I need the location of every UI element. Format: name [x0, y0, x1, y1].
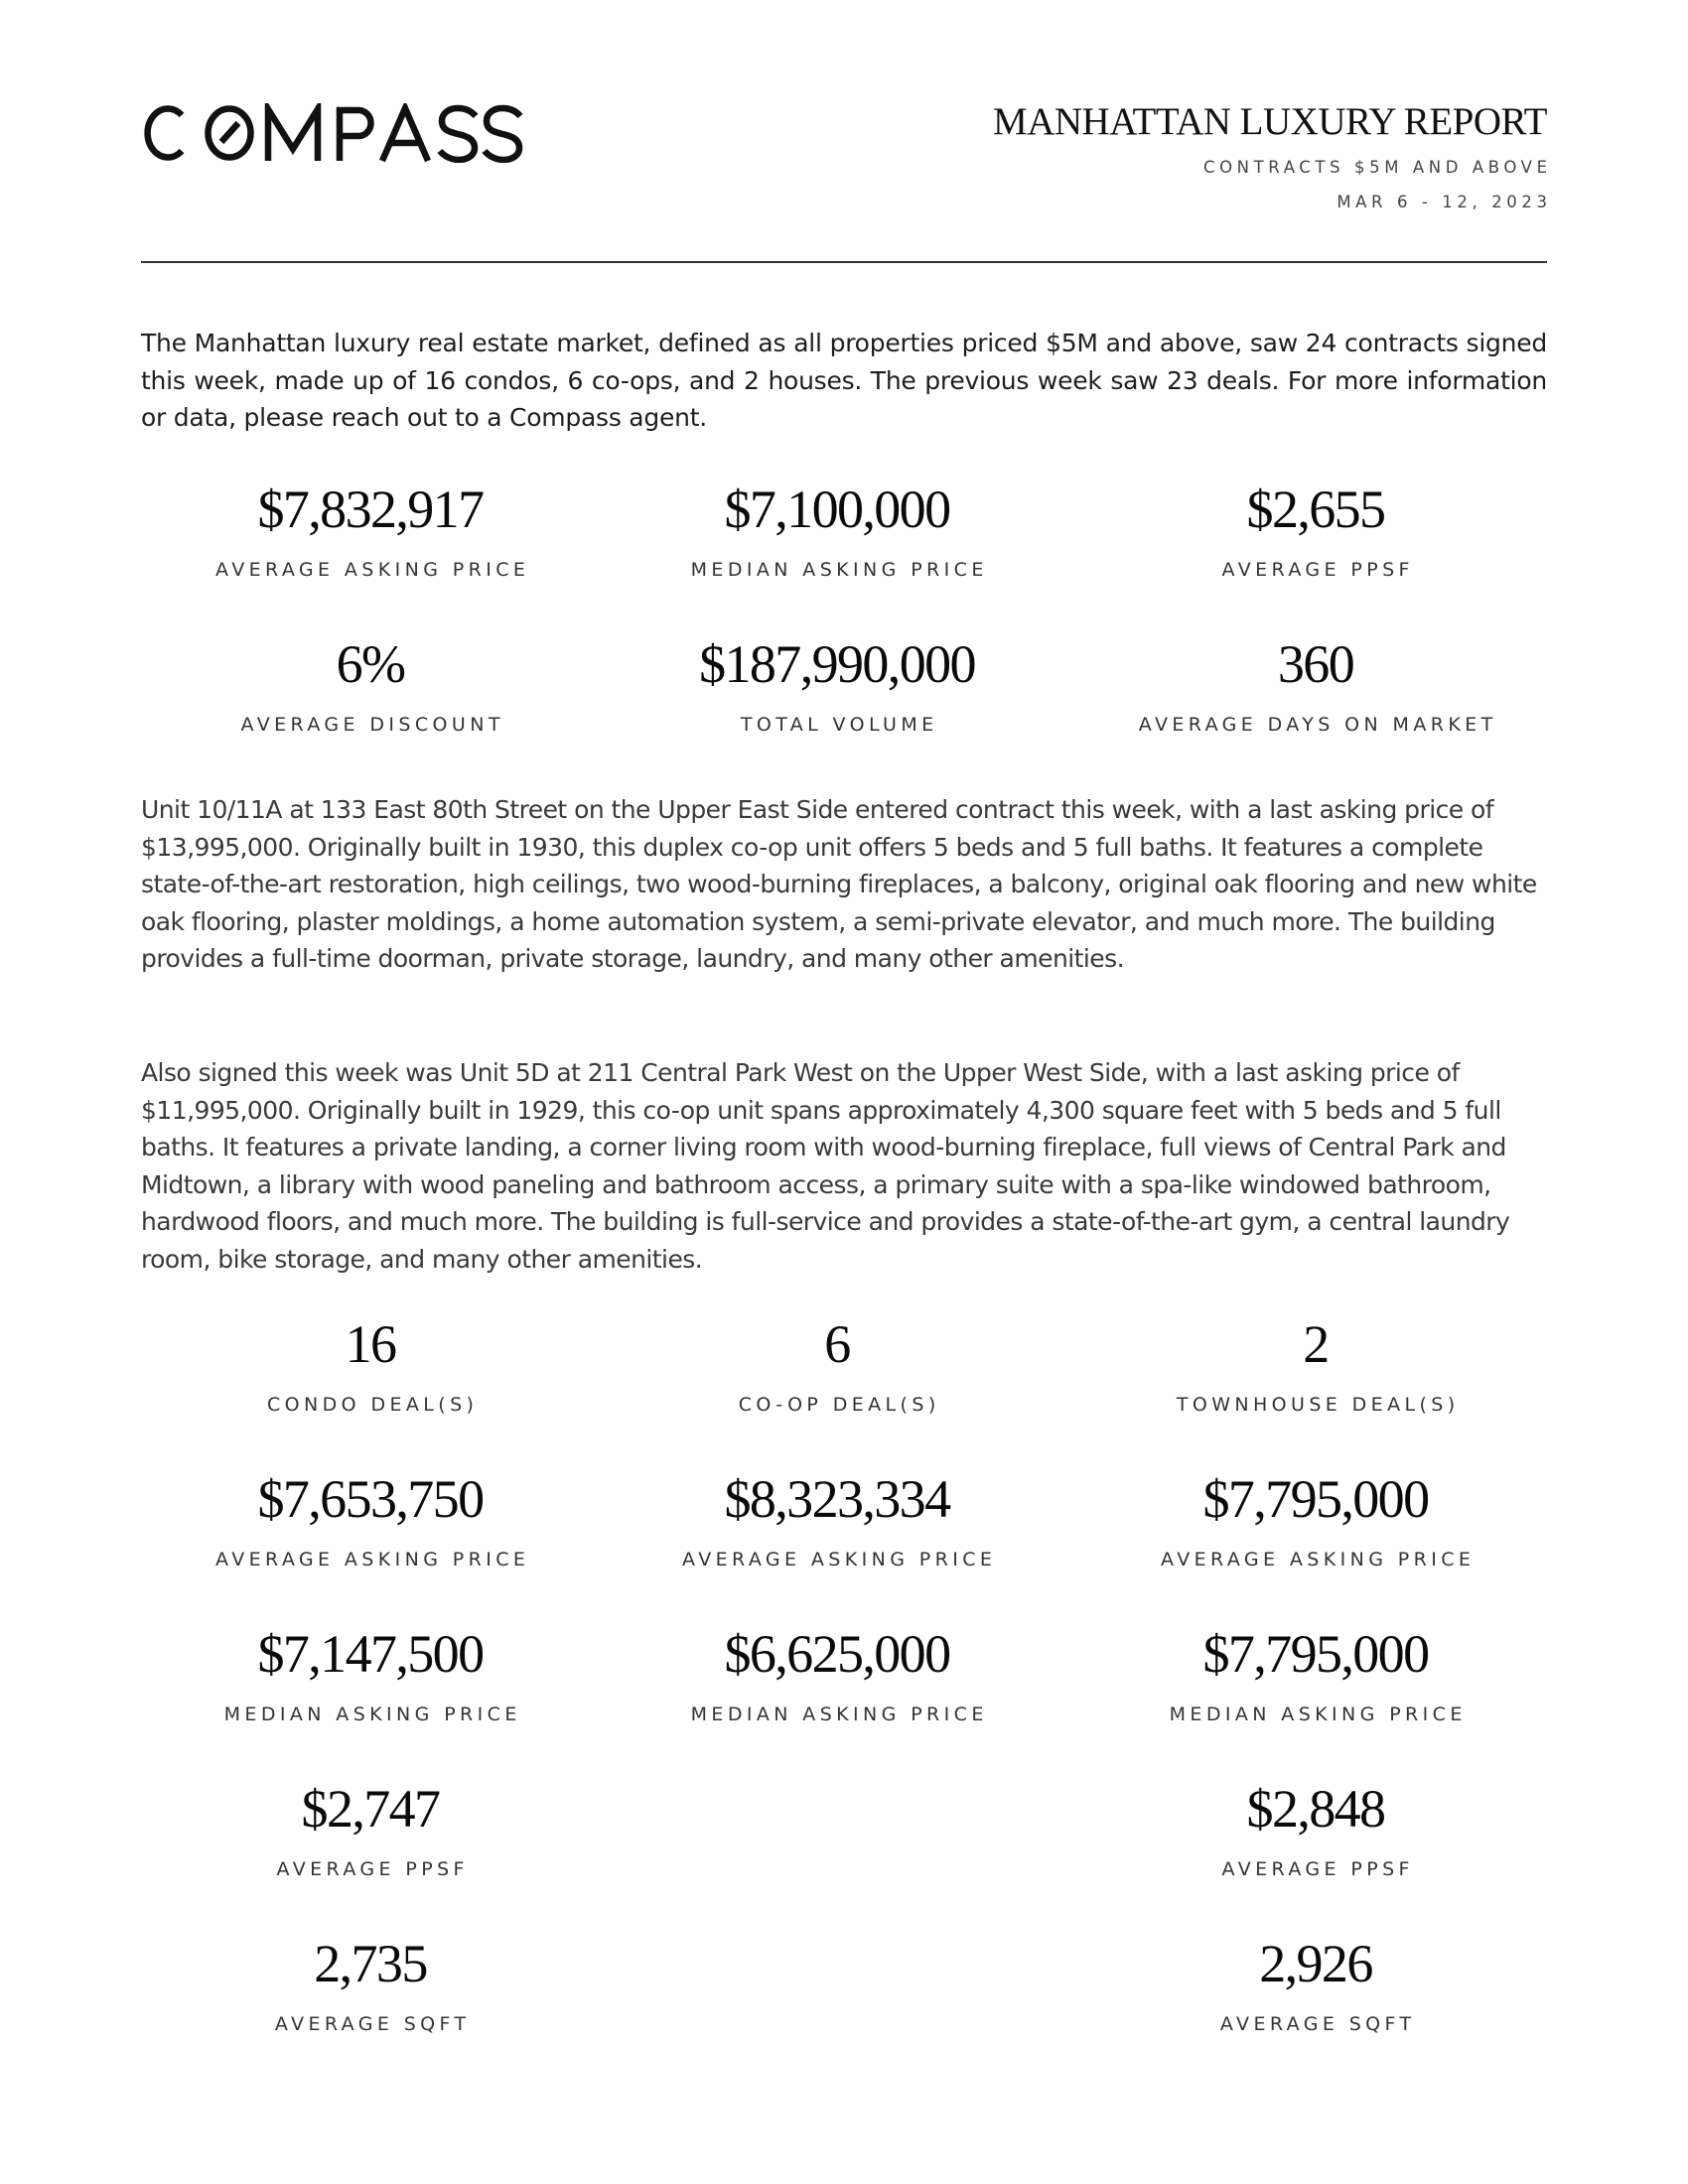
stat-label: AVERAGE ASKING PRICE	[215, 1549, 530, 1570]
stat-label: MEDIAN ASKING PRICE	[1169, 1704, 1467, 1725]
stat-label: AVERAGE ASKING PRICE	[1161, 1549, 1476, 1570]
stat-value: $7,795,000	[1202, 1624, 1429, 1684]
stat-value: $7,795,000	[1202, 1469, 1429, 1529]
condo-average-asking-price	[142, 1469, 599, 1571]
stat-value: 16	[345, 1314, 396, 1374]
condo-deals	[142, 1314, 599, 1417]
report-header	[993, 99, 1552, 212]
stat-value: 2,926	[1259, 1934, 1372, 1993]
coop-median-asking-price	[609, 1624, 1065, 1726]
stat-label: AVERAGE SQFT	[274, 2013, 471, 2035]
stat-label: TOTAL VOLUME	[740, 714, 938, 736]
stat-total-volume	[609, 634, 1065, 737]
condo-average-sqft	[142, 1934, 599, 2036]
stat-label: MEDIAN ASKING PRICE	[223, 1704, 521, 1725]
coop-deals	[609, 1314, 1065, 1417]
stat-value: $7,653,750	[257, 1469, 484, 1529]
stat-value: 2	[1303, 1314, 1329, 1374]
stat-average-asking-price	[142, 479, 599, 582]
stat-value: $7,147,500	[257, 1624, 484, 1684]
stat-label: CO-OP DEAL(S)	[738, 1394, 940, 1416]
stat-label: AVERAGE DAYS ON MARKET	[1138, 714, 1497, 736]
stat-label: AVERAGE PPSF	[276, 1858, 469, 1880]
townhouse-average-sqft	[1087, 1934, 1544, 2036]
intro-paragraph: The Manhattan luxury real estate market, defined as all properties priced $5M and above, saw 24 contracts signed this week, made up of 16 condos, 6 co-ops, and 2 houses. The previous week saw 23 deals. For more information or data, please reach out to a Compass agent.	[141, 329, 1547, 432]
stat-label: AVERAGE PPSF	[1221, 559, 1414, 581]
townhouse-average-ppsf	[1087, 1779, 1544, 1881]
condo-average-ppsf	[142, 1779, 599, 1881]
stat-value: $2,848	[1246, 1779, 1385, 1839]
stat-label: AVERAGE SQFT	[1219, 2013, 1416, 2035]
stat-value: $2,655	[1246, 479, 1385, 539]
header-divider	[141, 261, 1547, 263]
stat-label: MEDIAN ASKING PRICE	[690, 559, 988, 581]
stat-average-days-on-market	[1087, 634, 1544, 737]
stat-value: $2,747	[301, 1779, 440, 1839]
stat-average-ppsf	[1087, 479, 1544, 582]
stat-label: AVERAGE DISCOUNT	[240, 714, 504, 736]
stat-label: CONDO DEAL(S)	[267, 1394, 479, 1416]
coop-average-asking-price	[609, 1469, 1065, 1571]
highlight-paragraph-1: Unit 10/11A at 133 East 80th Street on the Upper East Side entered contract this week, with a last asking price of $13,995,000. Originally built in 1930, this duplex co-op unit offers 5 beds and 5 full baths. It features a complete state-of-the-art restoration, high ceilings, two wood-burning fireplaces, a balcony, original oak flooring and new white oak flooring, plaster moldings, a home automation system, a semi-private elevator, and much more. The building provides a full-time doorman, private storage, laundry, and many other amenities.	[141, 795, 1537, 973]
stat-value: 2,735	[314, 1934, 427, 1993]
report-date-range: MAR 6 - 12, 2023	[1336, 193, 1552, 211]
stat-label: AVERAGE ASKING PRICE	[215, 559, 530, 581]
compass-logo	[142, 101, 567, 165]
stat-value: 6	[824, 1314, 850, 1374]
stat-median-asking-price	[609, 479, 1065, 582]
stat-label: AVERAGE PPSF	[1221, 1858, 1414, 1880]
compass-logo-icon	[142, 103, 567, 163]
stat-label: AVERAGE ASKING PRICE	[682, 1549, 997, 1570]
townhouse-average-asking-price	[1087, 1469, 1544, 1571]
report-title: MANHATTAN LUXURY REPORT	[993, 100, 1547, 143]
stat-value: $8,323,334	[724, 1469, 950, 1529]
stat-value: $187,990,000	[699, 634, 975, 694]
townhouse-deals	[1087, 1314, 1544, 1417]
stat-value: 360	[1277, 634, 1354, 694]
stat-value: $7,832,917	[257, 479, 484, 539]
stat-label: MEDIAN ASKING PRICE	[690, 1704, 988, 1725]
report-subtitle: CONTRACTS $5M AND ABOVE	[1202, 158, 1552, 177]
highlight-paragraph-2: Also signed this week was Unit 5D at 211 Central Park West on the Upper West Side, with a last asking price of $11,995,000. Originally built in 1929, this co-op unit spans approximately 4,300 square feet with 5 beds and 5 full baths. It features a private landing, a corner living room with wood-burning fireplace, full views of Central Park and Midtown, a library with wood paneling and bathroom access, a primary suite with a spa-like windowed bathroom, hardwood floors, and much more. The building is full-service and provides a state-of-the-art gym, a central laundry room, bike storage, and many other amenities.	[141, 1058, 1510, 1274]
stat-value: $7,100,000	[724, 479, 950, 539]
stat-value: 6%	[336, 634, 405, 694]
stat-label: TOWNHOUSE DEAL(S)	[1176, 1394, 1460, 1416]
stat-value: $6,625,000	[724, 1624, 950, 1684]
townhouse-median-asking-price	[1087, 1624, 1544, 1726]
condo-median-asking-price	[142, 1624, 599, 1726]
stat-average-discount	[142, 634, 599, 737]
